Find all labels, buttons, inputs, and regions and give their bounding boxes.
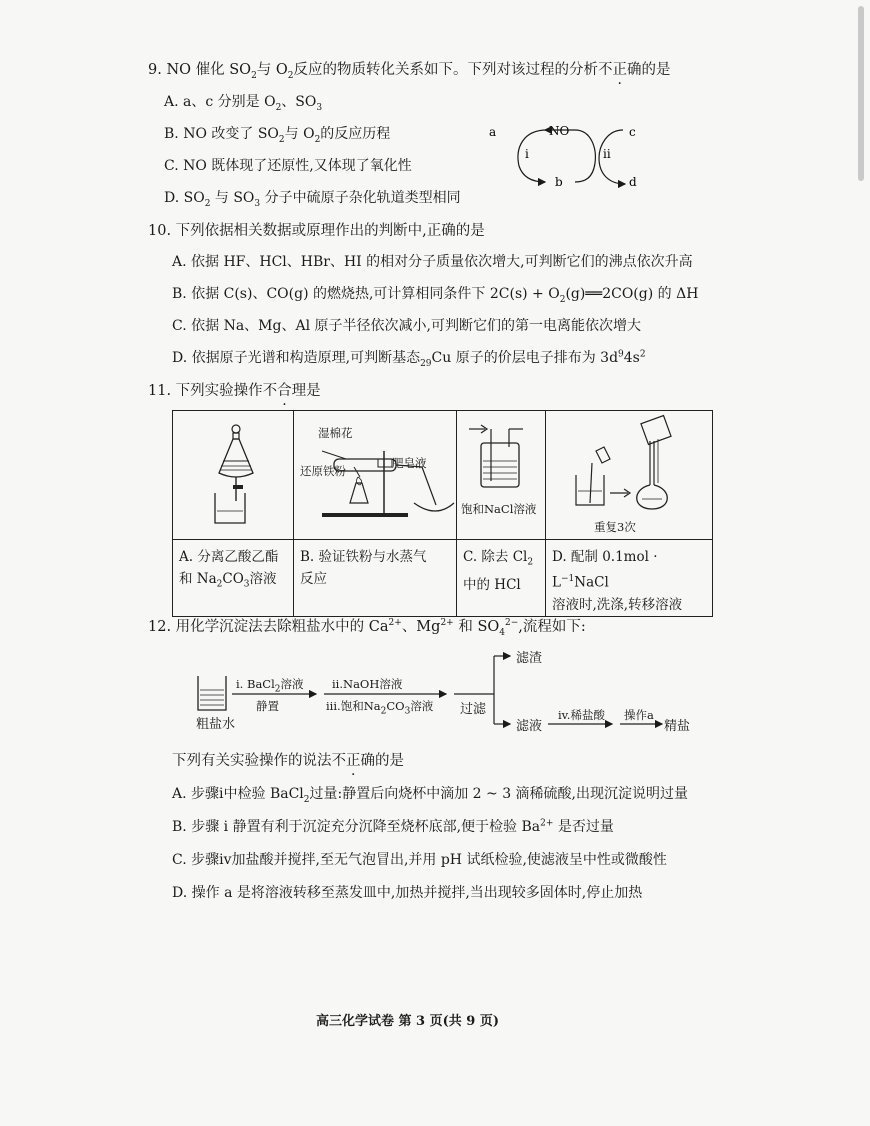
diagram-label-no: NO bbox=[549, 124, 570, 138]
flow-crude-brine: 粗盐水 bbox=[196, 717, 236, 732]
flow-refined-salt: 精盐 bbox=[664, 719, 691, 734]
diagram-label-ii: ii bbox=[603, 147, 611, 161]
crude-brine-beaker-icon bbox=[198, 676, 226, 710]
scrollbar[interactable] bbox=[858, 6, 864, 181]
diagram-label-a: a bbox=[489, 125, 497, 139]
flow-filtrate: 滤液 bbox=[516, 719, 543, 734]
cell-d-text: D. 配制 $0.1mol \cdot L^{-1}NaCl$ 溶液时,洗涤,转移溶液 bbox=[546, 540, 713, 617]
label-repeat-3-times: 重复3次 bbox=[594, 520, 636, 534]
diagram-label-c: c bbox=[629, 125, 636, 139]
cell-b-text: B. 验证铁粉与水蒸气 反应 bbox=[294, 540, 457, 617]
flow-step-4: iv.稀盐酸 bbox=[558, 708, 605, 722]
label-soap-solution: 肥皂液 bbox=[392, 456, 427, 470]
cell-a-image bbox=[173, 411, 294, 540]
flow-step-3: iii.饱和$Na_2CO_3$溶液 bbox=[326, 699, 434, 717]
q12-option-d: D. 操作 a 是将溶液转移至蒸发皿中,加热并搅拌,当出现较多固体时,停止加热 bbox=[172, 885, 643, 901]
gas-washing-bottle-icon bbox=[457, 411, 545, 499]
diagram-label-d: d bbox=[629, 175, 637, 189]
page-footer: 高三化学试卷 第 3 页(共 9 页) bbox=[316, 1014, 500, 1029]
flow-filter: 过滤 bbox=[460, 702, 487, 717]
q12-emphasis: 不正确 bbox=[331, 753, 375, 769]
flow-step-1: i. BaCl$_2$溶液 bbox=[236, 677, 304, 695]
flow-step-2: ii.NaOH溶液 bbox=[332, 677, 403, 691]
cell-c-image bbox=[457, 411, 546, 540]
q12-option-c: C. 步骤iv加盐酸并搅拌,至无气泡冒出,并用 pH 试纸检验,使滤液呈中性或微酸性 bbox=[172, 852, 667, 868]
q10-option-b: B. 依据 C(s)、CO(g) 的燃烧热,可计算相同条件下 $2C(s) + O_2(g)══2CO(g)$ 的 ΔH bbox=[172, 286, 699, 305]
q10-option-d: D. 依据原子光谱和构造原理,可判断基态$_{29}$Cu 原子的价层电子排布为 $3d^94s^2$ bbox=[172, 349, 646, 369]
diagram-label-i: i bbox=[525, 147, 529, 161]
cell-b-image bbox=[294, 411, 457, 540]
diagram-label-b: b bbox=[555, 175, 563, 189]
cell-d-image bbox=[546, 411, 713, 540]
q10-option-a: A. 依据 HF、HCl、HBr、HI 的相对分子质量依次增大,可判断它们的沸点依次升高 bbox=[172, 254, 693, 270]
cell-c-text: C. 除去 $Cl_2$ 中的 HCl bbox=[457, 540, 546, 617]
cell-a-text: A. 分离乙酸乙酯 和 $Na_2CO_3$溶液 bbox=[173, 540, 294, 617]
q9-option-b: B. NO 改变了 $SO_2$与 $O_2$的反应历程 bbox=[164, 126, 391, 145]
label-iron-powder: 还原铁粉 bbox=[300, 464, 346, 478]
label-saturated-nacl: 饱和NaCl溶液 bbox=[461, 502, 537, 516]
q12-sub-stem: 下列有关实验操作的说法不正确的是 bbox=[172, 749, 404, 770]
q9-emphasis: 不正确 bbox=[598, 62, 642, 78]
flow-residue: 滤渣 bbox=[516, 651, 543, 666]
flow-stand: 静置 bbox=[256, 699, 279, 713]
q12-option-b: B. 步骤 i 静置有利于沉淀充分沉降至烧杯底部,便于检验 $Ba^{2+}$ 是否过量 bbox=[172, 818, 614, 835]
label-wet-cotton: 湿棉花 bbox=[318, 426, 353, 440]
q9-option-d: D. $SO_2$ 与 $SO_3$ 分子中硫原子杂化轨道类型相同 bbox=[164, 190, 461, 209]
arrow-ii-left bbox=[575, 130, 595, 182]
arrow-i bbox=[518, 130, 547, 182]
separatory-funnel-icon bbox=[173, 411, 293, 539]
q9-stem: 9. NO 催化 $SO_2$与 $O_2$反应的物质转化关系如下。下列对该过程的分析不正确的是 bbox=[148, 58, 671, 81]
q11-stem: 11. 下列实验操作不合理是 bbox=[148, 379, 321, 400]
q12-option-a: A. 步骤i中检验 BaCl$_2$过量:静置后向烧杯中滴加 2 ~ 3 滴稀硫酸,出现沉淀说明过量 bbox=[172, 786, 689, 805]
q11-apparatus-table bbox=[172, 410, 713, 617]
q9-option-c: C. NO 既体现了还原性,又体现了氧化性 bbox=[164, 158, 412, 174]
q12-stem: 12. 用化学沉淀法去除粗盐水中的 $Ca^{2+}$、$Mg^{2+}$ 和 $SO_4^{2-}$,流程如下: bbox=[148, 618, 586, 638]
q9-option-a: A. a、c 分别是 $O_2$、$SO_3$ bbox=[164, 94, 323, 113]
q9-cycle-diagram bbox=[485, 118, 645, 198]
q10-option-c: C. 依据 Na、Mg、Al 原子半径依次减小,可判断它们的第一电离能依次增大 bbox=[172, 318, 641, 334]
volumetric-transfer-icon bbox=[546, 411, 712, 515]
flow-operation-a: 操作a bbox=[624, 708, 654, 722]
q11-emphasis: 不合理 bbox=[262, 383, 307, 399]
q10-stem: 10. 下列依据相关数据或原理作出的判断中,正确的是 bbox=[148, 223, 485, 239]
